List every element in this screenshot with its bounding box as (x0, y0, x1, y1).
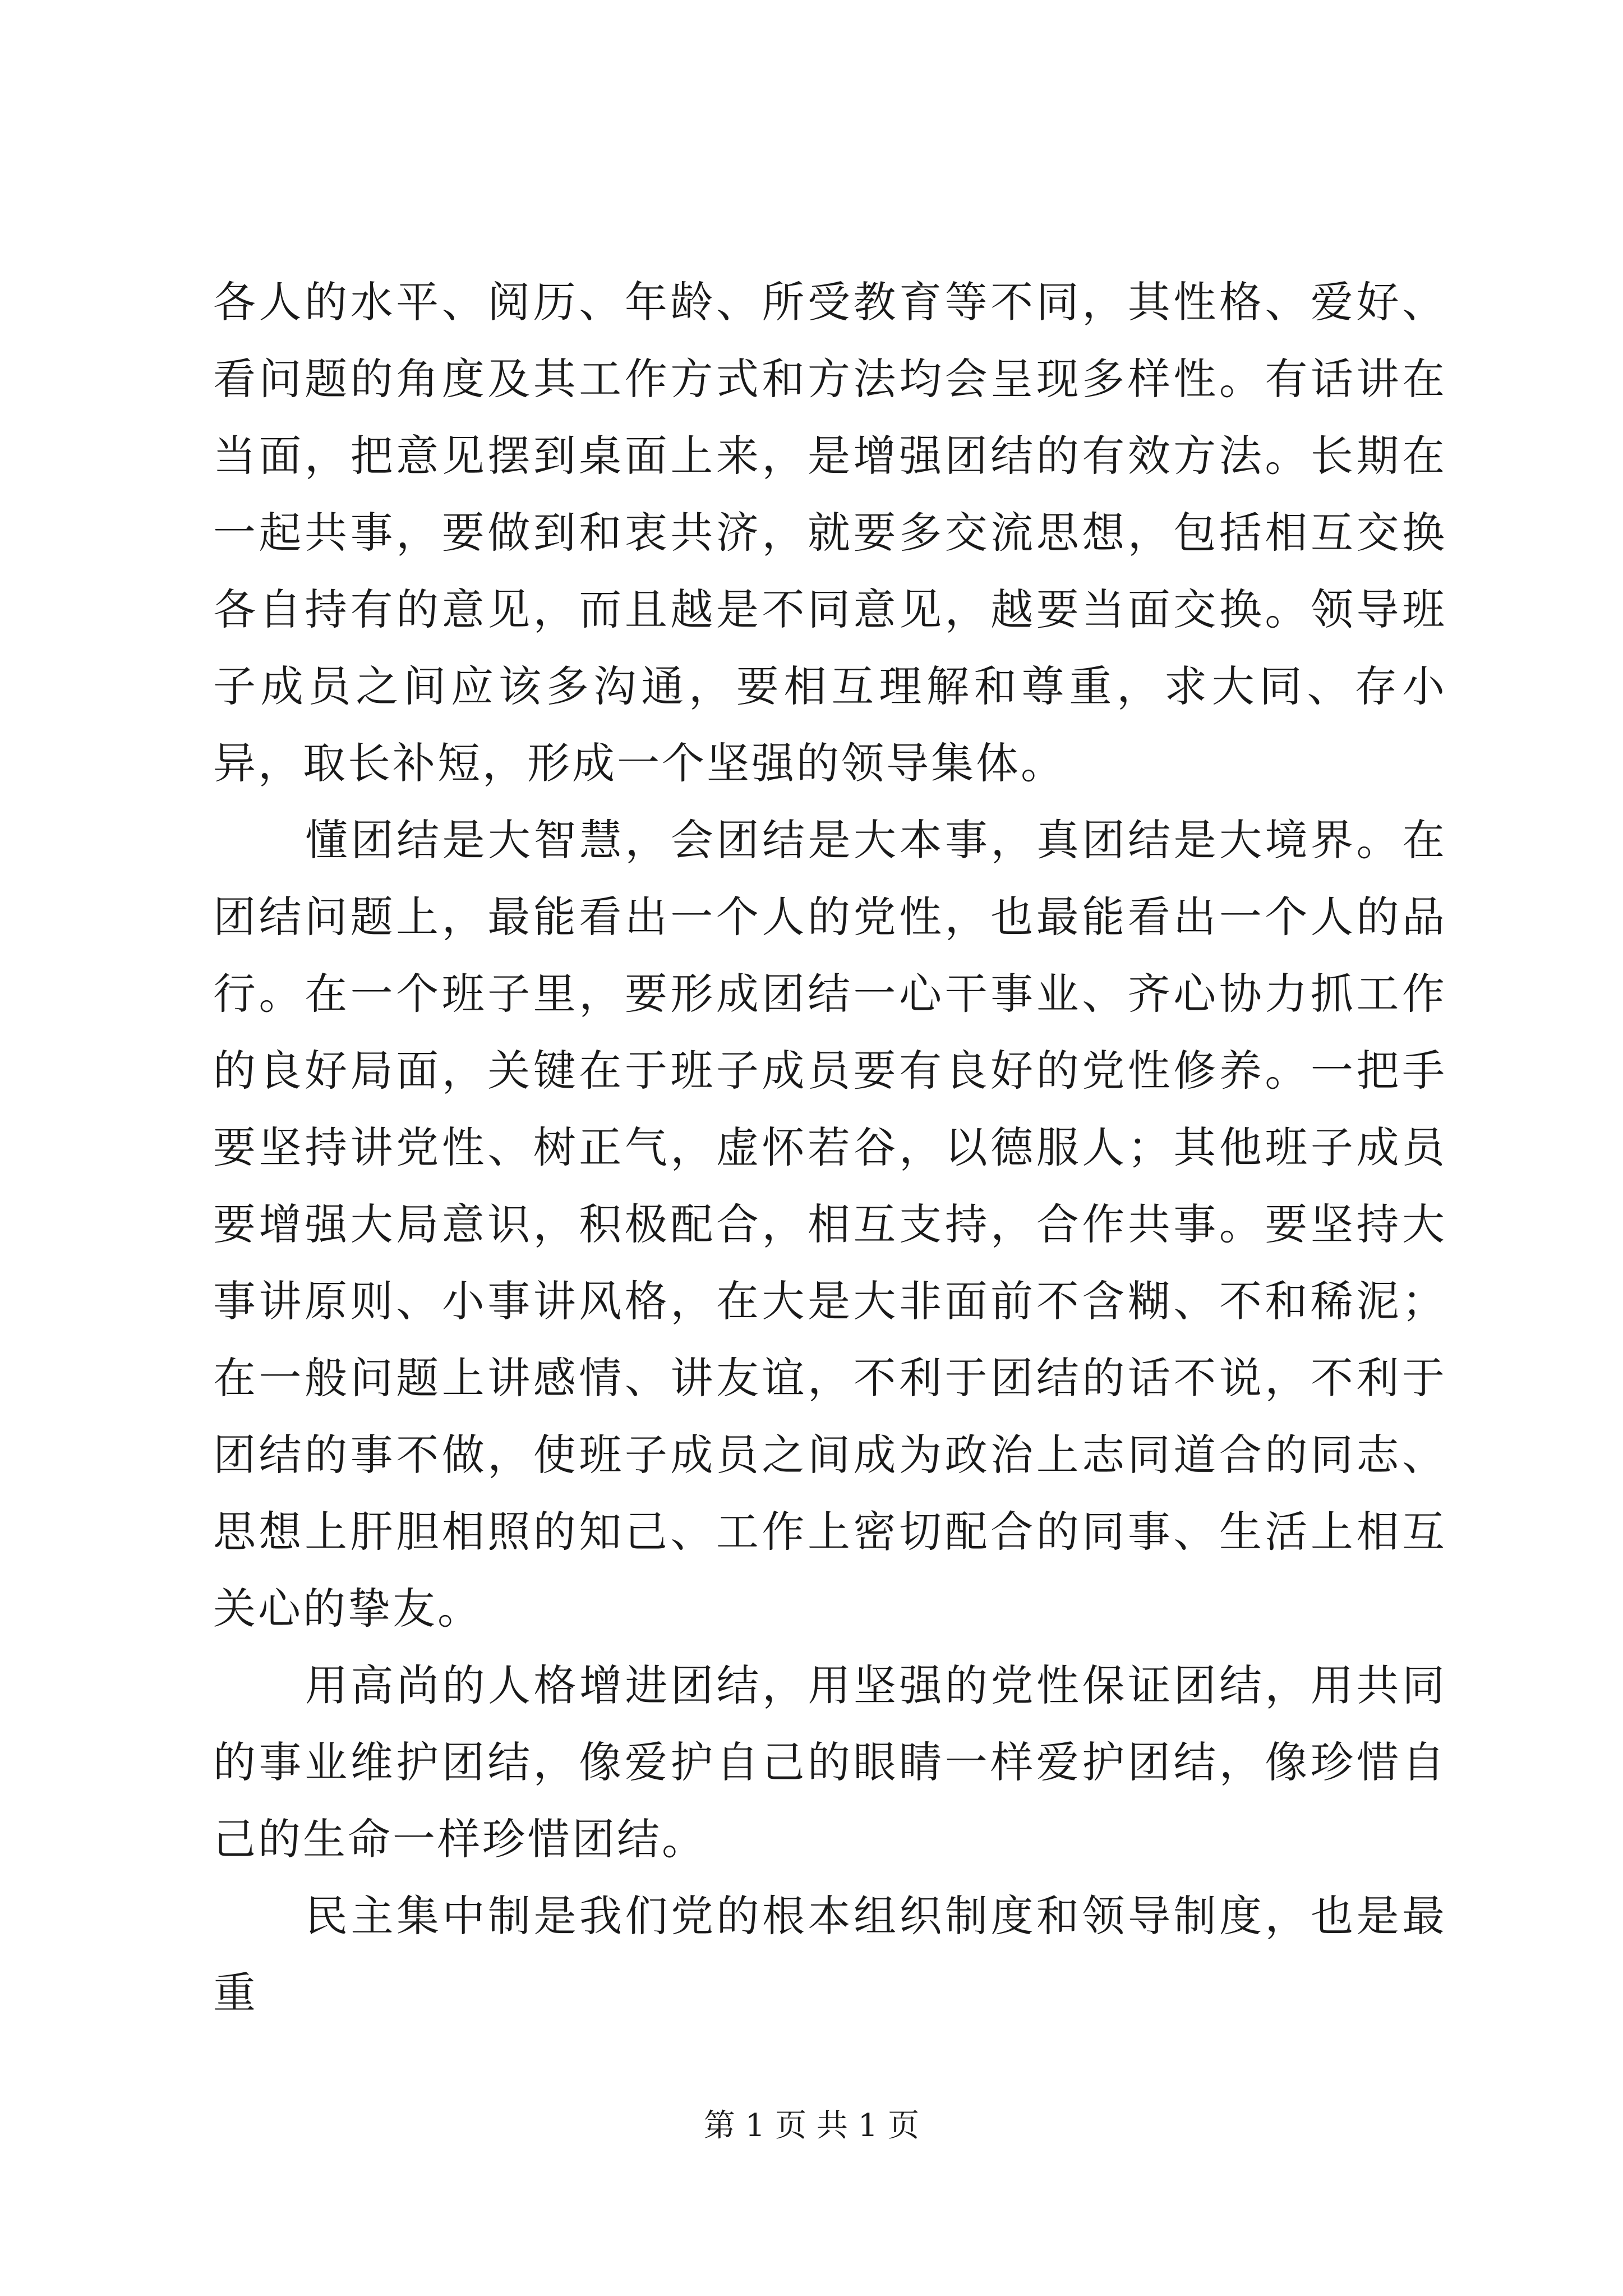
page-footer (0, 2106, 1623, 2146)
document-body (213, 264, 1447, 2031)
page-number-label: 第 1 页 共 1 页 (703, 2108, 920, 2144)
paragraph-1: 各人的水平、阅历、年龄、所受教育等不同，其性格、爱好、看问题的角度及其工作方式和方法均会呈现多样性。有话讲在当面，把意见摆到桌面上来，是增强团结的有效方法。长期在一起共事，要做到和衷共济，就要多交流思想，包括相互交换各自持有的意见，而且越是不同意见，越要当面交换。领导班子成员之间应该多沟通，要相互理解和尊重，求大同、存小异，取长补短，形成一个坚强的领导集体。 (213, 277, 1447, 788)
paragraph-4: 民主集中制是我们党的根本组织制度和领导制度，也是最重 (213, 1891, 1447, 2018)
paragraph-2: 懂团结是大智慧，会团结是大本事，真团结是大境界。在团结问题上，最能看出一个人的党性，也最能看出一个人的品行。在一个班子里，要形成团结一心干事业、齐心协力抓工作的良好局面，关键在于班子成员要有良好的党性修养。一把手要坚持讲党性、树正气，虚怀若谷，以德服人；其他班子成员要增强大局意识，积极配合，相互支持，合作共事。要坚持大事讲原则、小事讲风格，在大是大非面前不含糊、不和稀泥；在一般问题上讲感情、讲友谊，不利于团结的话不说，不利于团结的事不做，使班子成员之间成为政治上志同道合的同志、思想上肝胆相照的知己、工作上密切配合的同事、生活上相互关心的挚友。 (213, 815, 1447, 1634)
paragraph-3: 用高尚的人格增进团结，用坚强的党性保证团结，用共同的事业维护团结，像爱护自己的眼睛一样爱护团结，像珍惜自己的生命一样珍惜团结。 (213, 1660, 1447, 1864)
